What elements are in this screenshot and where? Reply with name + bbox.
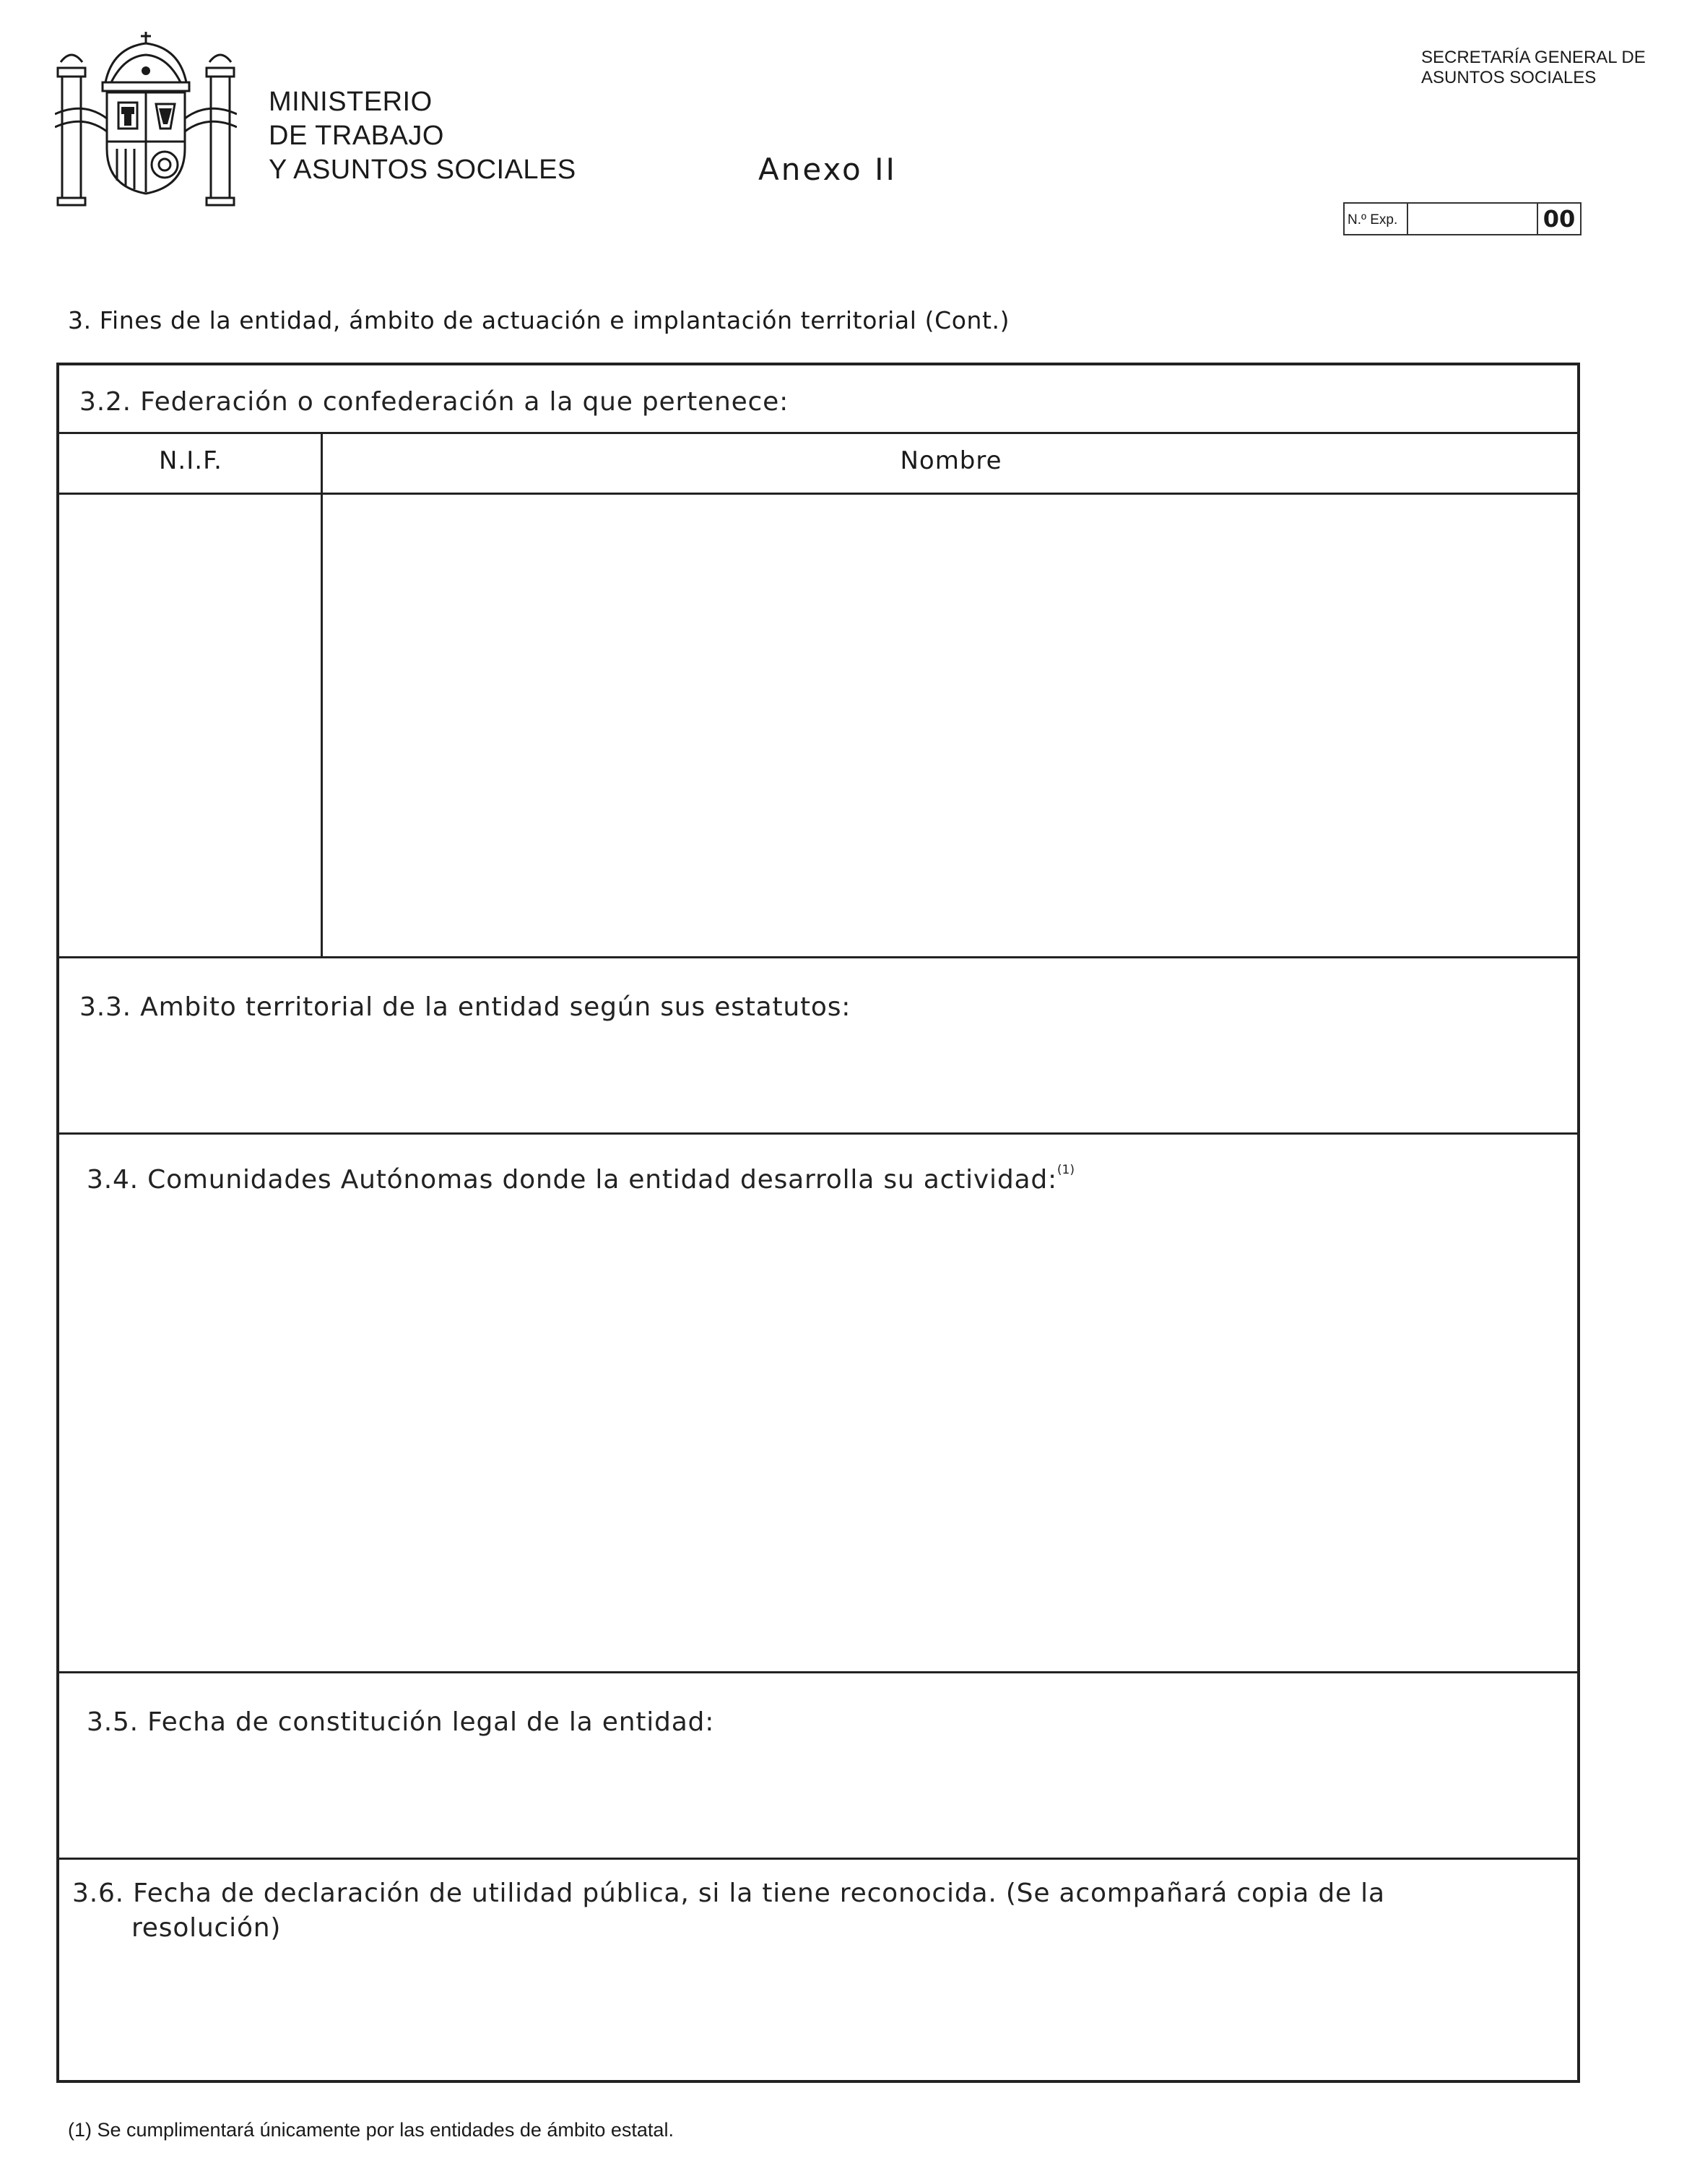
field-utilidad-publica-text-cont: resolución) <box>131 1913 282 1943</box>
field-fecha-constitucion-input[interactable] <box>59 1748 1577 1855</box>
form-table <box>56 363 1580 2083</box>
field-fecha-constitucion-label: 3.5. Fecha de constitución legal de la entidad: <box>87 1707 715 1737</box>
field-ambito-input[interactable] <box>59 1033 1577 1131</box>
secretaria-name <box>1421 48 1646 88</box>
field-utilidad-publica-text: 3.6. Fecha de declaración de utilidad pública, si la tiene reconocida. (Se acompañará copia de la <box>72 1878 1385 1908</box>
column-header-nif: N.I.F. <box>159 446 222 475</box>
ministry-line-1: MINISTERIO <box>269 87 433 117</box>
ministry-name <box>269 85 576 187</box>
divider <box>59 1858 1577 1860</box>
expedient-number-label: N.º Exp. <box>1348 212 1398 228</box>
field-federation-nif-input[interactable] <box>59 495 319 955</box>
field-federation-label: 3.2. Federación o confederación a la que pertenece: <box>79 387 789 417</box>
field-federation-nombre-input[interactable] <box>324 495 1577 955</box>
field-ambito-label: 3.3. Ambito territorial de la entidad según sus estatutos: <box>79 992 851 1022</box>
secretaria-line-2: ASUNTOS SOCIALES <box>1421 68 1597 87</box>
ministry-line-3: Y ASUNTOS SOCIALES <box>269 155 576 185</box>
expedient-divider <box>1407 204 1408 234</box>
expedient-number-box <box>1343 202 1582 235</box>
divider <box>59 956 1577 958</box>
coat-of-arms-icon <box>55 26 237 207</box>
expedient-code: 00 <box>1537 204 1580 234</box>
secretaria-line-1: SECRETARÍA GENERAL DE <box>1421 48 1646 67</box>
section-title: 3. Fines de la entidad, ámbito de actuación e implantación territorial (Cont.) <box>68 306 1010 334</box>
annex-title: Anexo II <box>758 152 897 187</box>
field-comunidades-input[interactable] <box>59 1206 1577 1668</box>
field-comunidades-text: 3.4. Comunidades Autónomas donde la entidad desarrolla su actividad: <box>87 1165 1057 1195</box>
divider <box>59 432 1577 434</box>
column-divider <box>321 432 323 956</box>
column-header-nombre: Nombre <box>900 446 1002 475</box>
divider <box>59 493 1577 495</box>
field-utilidad-publica-input[interactable] <box>59 1954 1577 2077</box>
footnote-ref: (1) <box>1057 1163 1075 1177</box>
divider <box>59 1132 1577 1135</box>
divider <box>59 1671 1577 1673</box>
expedient-number-field[interactable] <box>1411 208 1534 231</box>
field-utilidad-publica-label <box>72 1876 1385 1946</box>
field-comunidades-label <box>87 1163 1075 1195</box>
ministry-line-2: DE TRABAJO <box>269 121 444 151</box>
footnote: (1) Se cumplimentará únicamente por las entidades de ámbito estatal. <box>68 2119 674 2141</box>
